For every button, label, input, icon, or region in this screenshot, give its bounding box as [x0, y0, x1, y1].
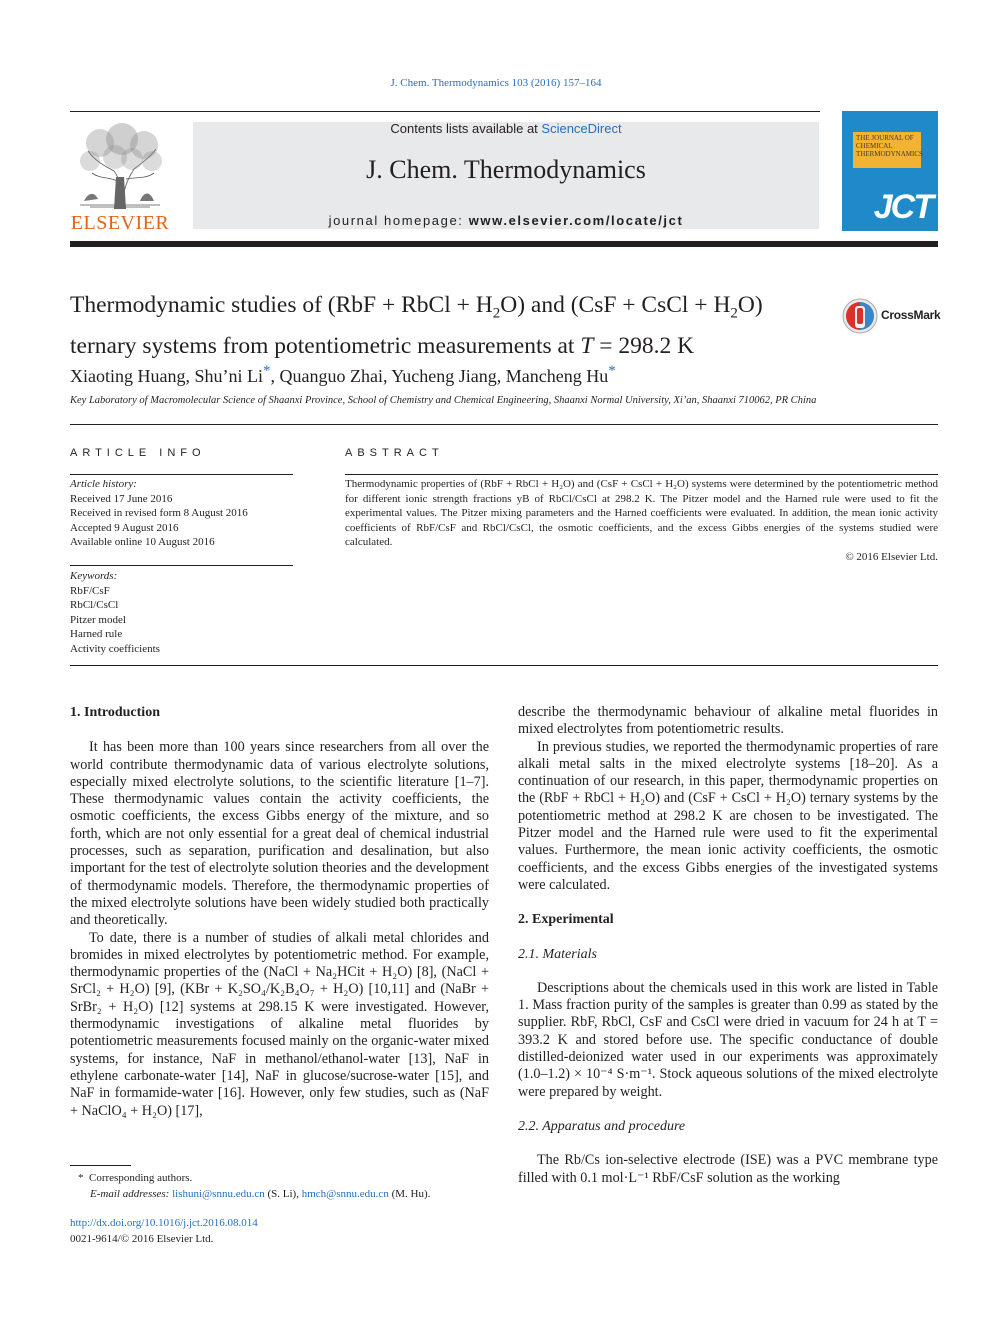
abstract-text: Thermodynamic properties of (RbF + RbCl + H₂O) and (CsF + CsCl + H₂O) systems were determined by the potentiometric method for different ionic strength fractions yB of RbCl/CsCl at 298.2 K. The Pitzer model and the Harned rule were used to fit the experimental values. The Pitzer mixing parameters and the Harned coefficients were evaluated. In addition, the mean ionic activity coefficients of RbF/CsF and RbCl/CsCl, the osmotic coefficients, and the excess Gibbs energies of the systems studied were calculated.	[345, 478, 938, 548]
title-text: = 298.2 K	[593, 332, 695, 359]
title-text: ternary systems from potentiometric measurements at	[70, 332, 581, 359]
elsevier-wordmark: ELSEVIER	[70, 212, 170, 234]
header-thick-rule	[70, 241, 938, 247]
article-history	[70, 477, 293, 550]
email-owner: (M. Hu).	[388, 1188, 431, 1200]
keywords-rule	[70, 565, 293, 566]
crossmark-label: CrossMark	[881, 308, 941, 322]
contents-prefix: Contents lists available at	[390, 121, 542, 136]
title-text: O) and (CsF + CsCl + H	[500, 292, 731, 318]
history-item: Available online 10 August 2016	[70, 536, 215, 548]
keywords-label: Keywords:	[70, 570, 118, 582]
section-heading: 1. Introduction	[70, 705, 160, 720]
corresponding-mark[interactable]: *	[608, 363, 616, 379]
homepage-prefix: journal homepage:	[328, 213, 469, 228]
contents-line	[193, 121, 819, 136]
keywords	[70, 569, 293, 656]
title-variable: T	[580, 332, 594, 359]
homepage-line	[193, 213, 819, 228]
keyword-item: RbCl/CsCl	[70, 599, 119, 611]
footnote-rule	[70, 1165, 131, 1166]
title-subscript: 2	[730, 305, 738, 322]
homepage-url[interactable]: www.elsevier.com/locate/jct	[468, 213, 684, 228]
author-names: Xiaoting Huang, Shu’ni Li	[70, 366, 263, 386]
affiliation: Key Laboratory of Macromolecular Science of Shaanxi Province, School of Chemistry and Chemical Engineering, Shaanxi Normal University, Xi’an, Shaanxi 710062, PR China	[70, 395, 817, 406]
journal-name: J. Chem. Thermodynamics	[366, 155, 646, 184]
doi-link[interactable]: http://dx.doi.org/10.1016/j.jct.2016.08.014	[70, 1217, 258, 1229]
article-info-heading: ARTICLE INFO	[70, 447, 206, 459]
body-column-right	[518, 704, 938, 1187]
paragraph: It has been more than 100 years since researchers from all over the world contribute thermodynamic data of various electrolyte solutions, especially mixed electrolyte solutions, to the scientific literature [1–7]. These thermodynamic values contain the activity coefficients, the osmotic coefficients, the excess Gibbs energy of the mixture, and so forth, which are not only essential for a great deal of chemical industrial processes, such as separation, purification and desalination, but also important for the test of electrolyte solution theories and the development of thermodynamic models. Therefore, the thermodynamic properties of the mixed electrolyte solutions have been widely studied both practically and theoretically.	[70, 739, 489, 929]
paragraph: To date, there is a number of studies of alkali metal chlorides and bromides in mixed electrolytes by potentiometric method. For example, thermodynamic properties of the (NaCl + Na₂HCit + H₂O) [8], (NaCl + SrCl₂ + H₂O) [9], (KBr + K₂SO₄/K₂B₄O₇ + H₂O) [10,11] and (NaBr + SrBr₂ + H₂O) [12] systems at 298.15 K were investigated. However, thermodynamic investigations of alkaline metal fluorides by potentiometric measurements focused mainly on the organic-water mixed systems, for instance, NaF in methanol/ethanol-water [13], NaF in ethylene carbonate-water [14], NaF in glucose/sucrose-water [15], and NaF in formamide-water [16]. However, only few studies, such as (NaF + NaClO₄ + H₂O) [17],	[70, 929, 489, 1119]
cover-abbrev: JCT	[873, 188, 932, 226]
article-title	[70, 289, 830, 362]
section-rule	[70, 665, 938, 666]
paragraph: Descriptions about the chemicals used in this work are listed in Table 1. Mass fraction purity of the samples is greater than 0.99 as stated by the supplier. RbF, RbCl, CsF and CsCl were dried in vacuum for 24 h at T = 393.2 K and stored before use. The specific conductance of double distilled-deionized water used in our experiments was approximately (1.0–1.2) × 10⁻⁴ S·m⁻¹. Stock aqueous solutions of the mixed electrolyte were prepared by weight.	[518, 979, 938, 1100]
journal-cover-thumbnail[interactable]	[842, 111, 938, 231]
email-label: E-mail addresses:	[90, 1188, 170, 1200]
crossmark-icon	[842, 298, 878, 334]
journal-citation[interactable]: J. Chem. Thermodynamics 103 (2016) 157–164	[390, 77, 602, 89]
section-heading: 2. Experimental	[518, 912, 614, 928]
keyword-item: Pitzer model	[70, 613, 126, 626]
email-link[interactable]: lishuni@snnu.edu.cn	[172, 1188, 265, 1200]
corresponding-mark[interactable]: *	[262, 363, 271, 379]
abstract-rule	[345, 474, 938, 475]
title-text: Thermodynamic studies of (RbF + RbCl + H	[70, 292, 493, 318]
paragraph: describe the thermodynamic behaviour of alkaline metal fluorides in mixed electrolytes from potentiometric results.	[518, 704, 938, 738]
section-rule	[70, 424, 938, 425]
keyword-item: Harned rule	[70, 628, 123, 640]
title-subscript: 2	[492, 305, 501, 322]
subsection-heading: 2.2. Apparatus and procedure	[518, 1118, 686, 1134]
keyword-item: RbF/CsF	[70, 584, 110, 597]
abstract-heading: ABSTRACT	[345, 447, 444, 459]
keyword-item: Activity coefficients	[70, 642, 160, 655]
crossmark-badge[interactable]	[842, 298, 942, 334]
cover-title: THE JOURNAL OF CHEMICAL THERMODYNAMICS	[853, 132, 921, 168]
paragraph: The Rb/Cs ion-selective electrode (ISE) was a PVC membrane type filled with 0.1 mol·L⁻¹ RbF/CsF solution as the working	[518, 1152, 938, 1186]
author-list	[70, 363, 616, 387]
author-names: , Quanguo Zhai, Yucheng Jiang, Mancheng Hu	[270, 366, 609, 386]
corresponding-note: Corresponding authors.	[89, 1172, 193, 1184]
history-item: Received in revised form 8 August 2016	[70, 507, 248, 519]
issn-line: 0021-9614/© 2016 Elsevier Ltd.	[70, 1233, 214, 1245]
footnote-star: *	[78, 1172, 84, 1184]
footnotes	[70, 1170, 430, 1202]
email-owner: (S. Li),	[264, 1188, 302, 1200]
article-info-rule	[70, 474, 293, 475]
abstract-copyright: © 2016 Elsevier Ltd.	[845, 550, 938, 563]
sciencedirect-link[interactable]: ScienceDirect	[541, 121, 622, 136]
header-rule	[70, 111, 820, 112]
paragraph: In previous studies, we reported the thermodynamic properties of rare alkali metal salts in the mixed electrolyte systems [18–20]. As a continuation of our research, in this paper, thermodynamic properties on the (RbF + RbCl + H₂O) and (CsF + CsCl + H₂O) ternary systems by the potentiometric method at 298.2 K are chosen to be investigated. The Pitzer model and the Harned rule were used to fit the experimental values. Furthermore, the mean ionic activity coefficients, the osmotic coefficients, and the excess Gibbs energies of the investigated systems were calculated.	[518, 738, 938, 893]
email-link[interactable]: hmch@snnu.edu.cn	[301, 1188, 389, 1200]
subsection-heading: 2.1. Materials	[518, 946, 597, 962]
history-item: Received 17 June 2016	[70, 492, 173, 505]
abstract-body	[345, 477, 938, 564]
title-text: O)	[737, 292, 763, 318]
history-label: Article history:	[70, 478, 137, 490]
history-item: Accepted 9 August 2016	[70, 521, 179, 534]
body-column-left	[70, 704, 489, 1120]
doi-block	[70, 1215, 258, 1247]
